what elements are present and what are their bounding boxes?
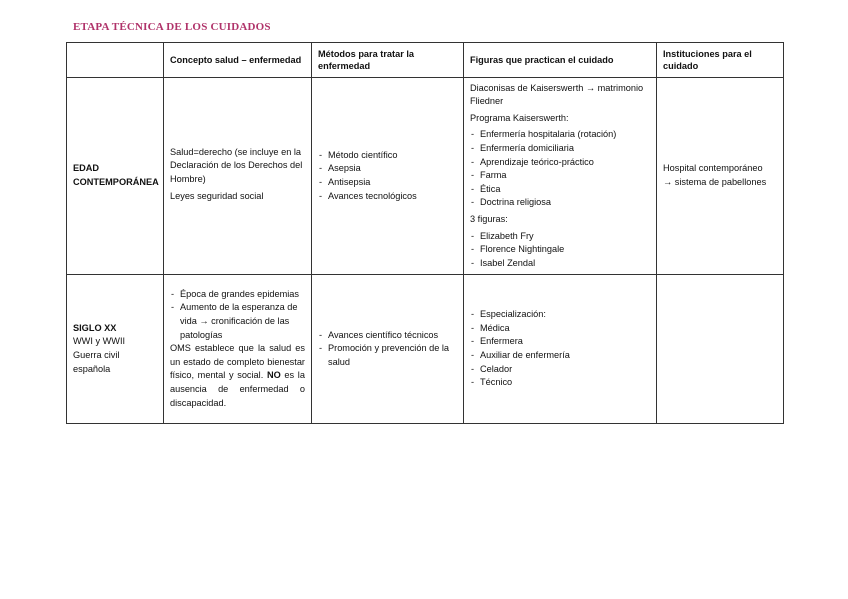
header-cell-empty	[67, 43, 164, 78]
list-item: - Asepsia	[318, 162, 457, 176]
table-row	[67, 275, 784, 424]
period-subtitle: WWI y WWII	[73, 336, 126, 347]
header-concept: Concepto salud – enfermedad	[164, 43, 312, 78]
figures-list	[470, 308, 650, 390]
concept-cell	[164, 275, 312, 424]
list-item: - Especialización:	[470, 308, 650, 322]
care-table	[66, 42, 784, 424]
list-item: - Método científico	[318, 149, 457, 163]
figures-cell	[464, 275, 657, 424]
list-item: - Aprendizaje teórico-práctico	[470, 156, 650, 170]
concept-cell	[164, 78, 312, 275]
methods-list	[318, 329, 457, 370]
list-item: - Isabel Zendal	[470, 257, 650, 271]
header-row	[67, 43, 784, 78]
methods-cell	[312, 275, 464, 424]
institutions-text: Hospital contemporáneo	[663, 163, 763, 174]
header-institutions: Instituciones para el cuidado	[657, 43, 784, 78]
list-item: - Promoción y prevención de la salud	[318, 342, 457, 369]
list-item: - Elizabeth Fry	[470, 230, 650, 244]
people-list	[470, 230, 650, 271]
figures-text: Diaconisas de Kaiserswerth → matrimonio Fliedner	[470, 82, 644, 107]
concept-text: Leyes seguridad social	[170, 190, 264, 201]
period-label: EDAD	[73, 163, 100, 174]
oms-text: OMS establece que la salud es un estado de completo bienestar físico, mental y social.	[170, 343, 305, 381]
document-title: ETAPA TÉCNICA DE LOS CUIDADOS	[73, 21, 271, 33]
oms-definition	[170, 342, 305, 410]
list-item: - Ética	[470, 183, 650, 197]
header-figures: Figuras que practican el cuidado	[464, 43, 657, 78]
header-methods: Métodos para tratar la enfermedad	[312, 43, 464, 78]
list-item: - Avances tecnológicos	[318, 190, 457, 204]
list-item: - Aumento de la esperanza de vida → cronificación de las patologías	[170, 301, 305, 342]
period-cell	[67, 275, 164, 424]
program-list	[470, 128, 650, 210]
concept-text: Salud=derecho (se incluye en la Declaración de los Derechos del Hombre)	[170, 146, 303, 184]
list-item: - Época de grandes epidemias	[170, 288, 305, 302]
methods-cell	[312, 78, 464, 275]
period-subtitle: Guerra civil española	[73, 350, 120, 374]
list-item: - Celador	[470, 363, 650, 377]
list-item: - Enfermería hospitalaria (rotación)	[470, 128, 650, 142]
oms-text: es la ausencia de enfermedad o discapacidad.	[170, 370, 305, 408]
table-row	[67, 78, 784, 275]
list-item: - Avances científico técnicos	[318, 329, 457, 343]
institutions-cell	[657, 275, 784, 424]
institutions-text: → sistema de pabellones	[663, 177, 767, 187]
institutions-cell	[657, 78, 784, 275]
period-label: CONTEMPORÁNEA	[73, 177, 159, 187]
period-label: SIGLO XX	[73, 322, 117, 333]
concept-list	[170, 288, 305, 342]
list-item: - Auxiliar de enfermería	[470, 349, 650, 363]
list-item: - Técnico	[470, 376, 650, 390]
oms-emphasis: NO	[266, 370, 281, 381]
list-item: - Farma	[470, 169, 650, 183]
methods-list	[318, 149, 457, 203]
figures-cell	[464, 78, 657, 275]
period-cell	[67, 78, 164, 275]
figures-text: 3 figuras:	[470, 213, 508, 224]
list-item: - Enfermera	[470, 335, 650, 349]
list-item: - Enfermería domiciliaria	[470, 142, 650, 156]
list-item: - Doctrina religiosa	[470, 196, 650, 210]
figures-text: Programa Kaiserswerth:	[470, 112, 569, 123]
list-item: - Antisepsia	[318, 176, 457, 190]
list-item: - Médica	[470, 322, 650, 336]
list-item: - Florence Nightingale	[470, 243, 650, 257]
